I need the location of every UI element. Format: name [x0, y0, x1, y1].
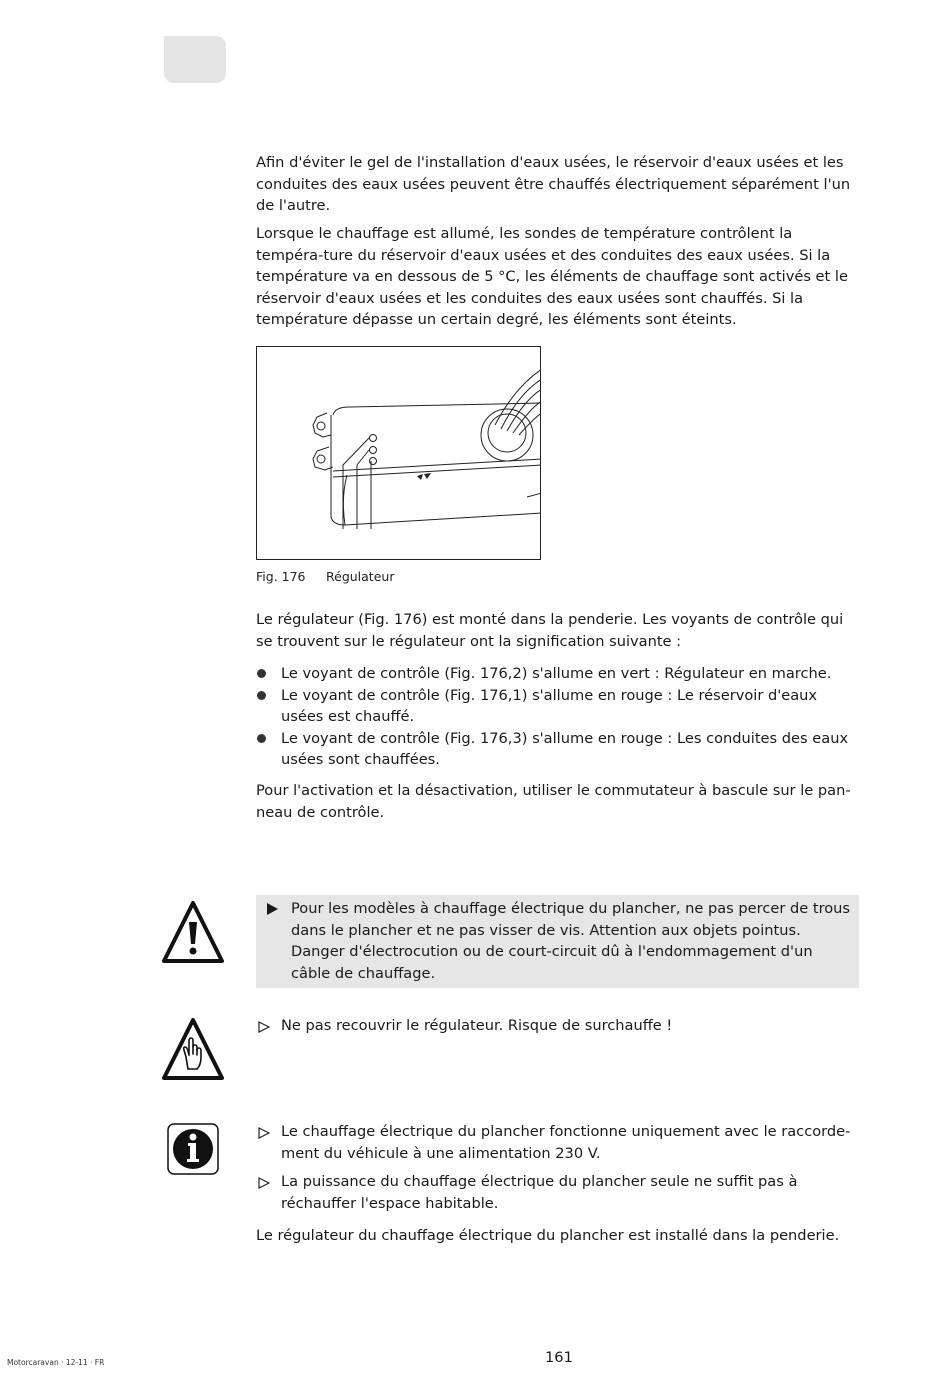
closing-paragraph: Le régulateur du chauffage électrique du plancher est installé dans la penderie. — [256, 1227, 840, 1244]
arrow-right-outline-icon — [258, 1021, 270, 1033]
list-item — [256, 728, 860, 771]
list-item — [256, 663, 860, 685]
warning-triangle-icon — [162, 900, 224, 964]
bullet-icon — [257, 691, 266, 700]
activation-paragraph: Pour l'activation et la désactivation, utiliser le commutateur à bascule sur le pan-neau de contrôle. — [256, 782, 851, 821]
arrow-right-outline-icon — [258, 1177, 270, 1189]
caution-item — [256, 1015, 860, 1037]
info-icon — [166, 1122, 220, 1176]
list-item-text: Le voyant de contrôle (Fig. 176,2) s'allume en vert : Régulateur en marche. — [281, 665, 832, 682]
hand-warning-icon — [162, 1017, 224, 1081]
figure-caption-text: Régulateur — [326, 569, 395, 584]
page-number: 161 — [545, 1349, 573, 1366]
arrow-right-icon — [267, 903, 278, 915]
caution-text: Ne pas recouvrir le régulateur. Risque de surchauffe ! — [281, 1017, 673, 1034]
warning-text: Pour les modèles à chauffage électrique du plancher, ne pas percer de trous dans le plancher et ne pas visser de vis. Attention aux objets pointus. Danger d'électrocution ou de court-circuit dû à l'endommagement d'un câble de chauffage. — [291, 900, 851, 982]
info-text-2: La puissance du chauffage électrique du plancher seule ne suffit pas à réchauffer l'espace habitable. — [281, 1173, 798, 1212]
figure-caption — [256, 568, 394, 586]
bullet-icon — [257, 669, 266, 678]
intro-paragraph-2: Lorsque le chauffage est allumé, les sondes de température contrôlent la tempéra-ture du réservoir d'eaux usées et des conduites des eaux usées. Si la température va en dessous de 5 °C, les éléments de chauffage sont activés et le réservoir d'eaux usées et les conduites des eaux usées sont chauffés. Si la température dépasse un certain degré, les éléments sont éteints. — [256, 225, 848, 329]
list-item-text: Le voyant de contrôle (Fig. 176,3) s'allume en rouge : Les conduites des eaux usées sont chauffées. — [281, 729, 849, 769]
list-item-text: Le voyant de contrôle (Fig. 176,1) s'allume en rouge : Le réservoir d'eaux usées est chauffé. — [281, 686, 818, 726]
chapter-tab — [164, 36, 226, 83]
list-item — [256, 685, 860, 728]
info-item-1 — [256, 1121, 860, 1164]
figure-number: Fig. 176 — [256, 569, 306, 584]
info-item-2 — [256, 1171, 860, 1214]
bullet-icon — [257, 734, 266, 743]
regulator-illustration — [257, 347, 541, 560]
regulator-intro: Le régulateur (Fig. 176) est monté dans la penderie. Les voyants de contrôle qui se trouvent sur le régulateur ont la signification suivante : — [256, 611, 844, 650]
warning-box — [256, 895, 859, 988]
arrow-right-outline-icon — [258, 1127, 270, 1139]
indicator-list — [256, 663, 860, 771]
regulator-figure — [256, 346, 541, 560]
info-text-1: Le chauffage électrique du plancher fonctionne uniquement avec le raccorde-ment du véhicule à une alimentation 230 V. — [281, 1123, 851, 1162]
document-code: Motorcaravan · 12-11 · FR — [7, 1358, 105, 1367]
intro-paragraph-1: Afin d'éviter le gel de l'installation d'eaux usées, le réservoir d'eaux usées et les conduites des eaux usées peuvent être chauffés électriquement séparément l'un de l'autre. — [256, 154, 851, 215]
